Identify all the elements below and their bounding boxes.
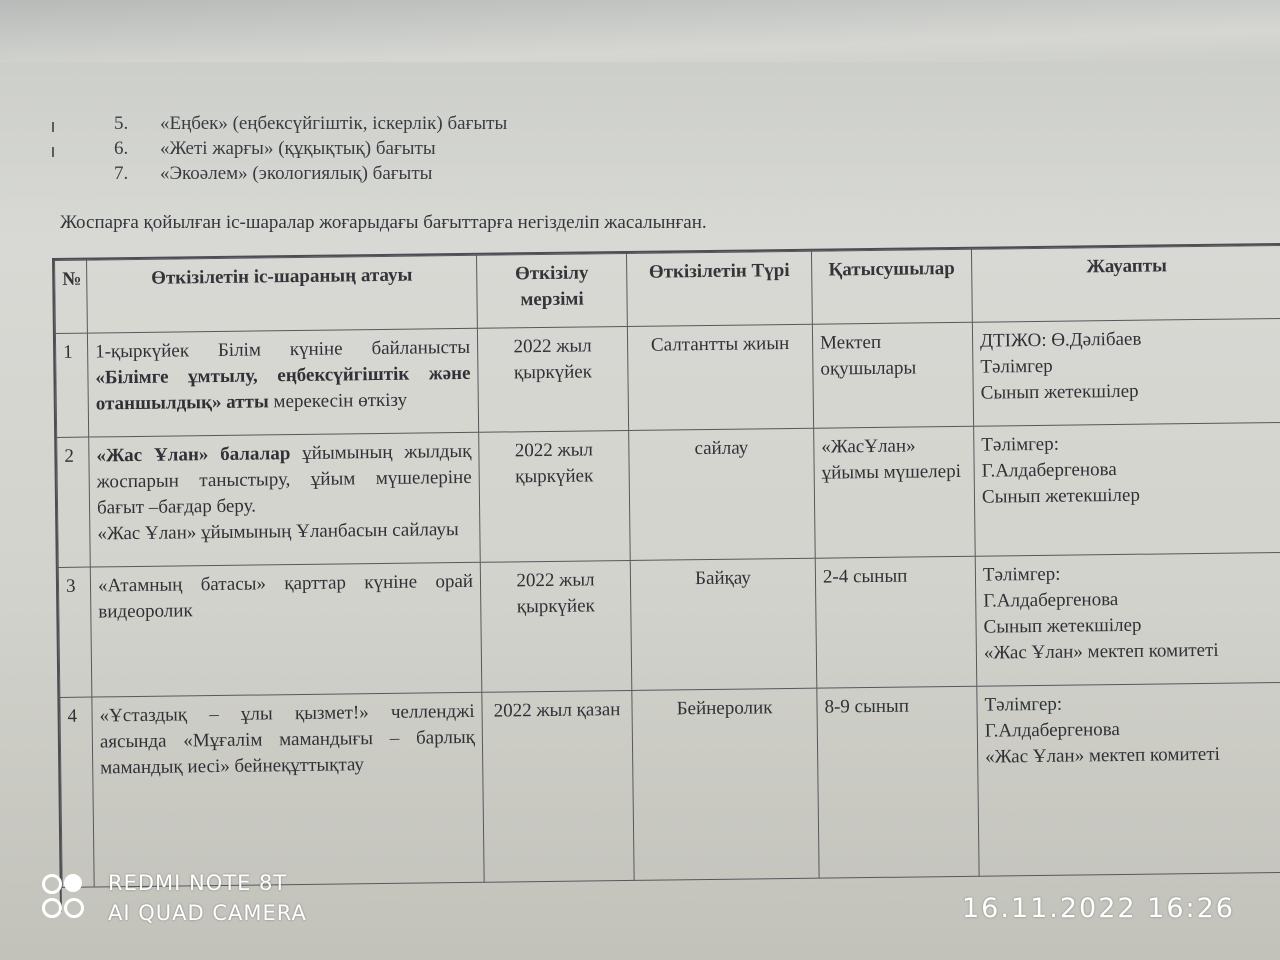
list-item-number: 6.	[114, 138, 129, 159]
cell-responsible	[972, 318, 1280, 426]
paper-fold-shadow	[0, 0, 1280, 62]
header-responsible: Жауапты	[971, 245, 1280, 322]
cell-type: Бейнеролик	[632, 688, 819, 880]
responsible-line: Сынып жетекшілер	[981, 484, 1141, 508]
responsible-line: Тәлімгер	[980, 355, 1053, 378]
name-text: «Жас Ұлан» ұйымының Ұланбасын сайлауы	[97, 519, 459, 545]
list-item	[0, 138, 700, 164]
name-text: 1-қыркүйек Білім күніне байланысты	[95, 336, 471, 363]
cell-type: сайлау	[629, 428, 816, 560]
cell-no: 1	[55, 333, 88, 437]
header-time: Өткізілу мерзімі	[476, 253, 627, 328]
cell-name	[89, 432, 481, 567]
cell-participants: «ЖасҰлан» ұйымы мүшелері	[814, 426, 976, 558]
watermark-model: REDMI NOTE 8T	[108, 871, 288, 895]
date-time-stamp: 16.11.2022 16:26	[962, 893, 1235, 924]
cell-time: 2022 жыл қыркүйек	[477, 326, 628, 432]
responsible-line: Сынып жетекшілер	[980, 380, 1139, 404]
cell-type: Салтантты жиын	[627, 324, 813, 430]
cell-responsible	[975, 552, 1280, 686]
cell-name	[87, 328, 478, 437]
responsible-line: Г.Алдабергенова	[981, 459, 1117, 482]
camera-watermark	[42, 868, 307, 928]
list-item-text: «Экоәлем» (экологиялық) бағыты	[160, 163, 433, 184]
header-participants: Қатысушылар	[811, 249, 972, 324]
responsible-line: Г.Алдабергенова	[984, 718, 1121, 742]
responsible-line: Г.Алдабергенова	[983, 588, 1119, 612]
cell-name: «Ұстаздық – ұлы қызмет!» челленджі аясында «Мұғалім мамандығы – барлық мамандық иесі» бейнеқұттықтау	[92, 692, 484, 887]
name-bold-text: «Білімге ұмтылу, еңбексүйгіштік және отаншылдық» атты	[95, 362, 471, 415]
cell-participants: Мектеп оқушылары	[812, 322, 973, 428]
table-row	[58, 552, 1280, 697]
camera-lens-icon	[42, 874, 90, 922]
list-item-number: 5.	[114, 113, 129, 134]
plan-table-frame	[52, 243, 1280, 912]
name-text: ұйымының жылдық жоспарын таныстыру, ұйым мүшелеріне бағыт –бағдар беру.	[96, 440, 472, 519]
header-no: №	[55, 260, 88, 333]
table-row	[55, 318, 1280, 437]
list-item-text: «Еңбек» (еңбексүйгіштік, іскерлік) бағыты	[160, 113, 508, 134]
responsible-line: «Жас Ұлан» мектеп комитеті	[983, 639, 1219, 664]
list-item	[0, 163, 700, 189]
table-row	[57, 422, 1280, 567]
responsible-line: Тәлімгер:	[984, 693, 1063, 716]
margin-mark	[52, 122, 54, 132]
cell-responsible	[977, 682, 1280, 876]
header-type: Өткізілетін Түрі	[626, 251, 812, 326]
cell-no: 4	[60, 697, 94, 887]
list-item-number: 7.	[114, 163, 129, 184]
responsible-line: Сынып жетекшілер	[983, 614, 1142, 638]
cell-participants: 2-4 сынып	[815, 556, 977, 688]
responsible-line: «Жас Ұлан» мектеп комитеті	[985, 743, 1221, 768]
list-item-text: «Жеті жарғы» (құқықтық) бағыты	[160, 138, 436, 159]
name-bold-text: «Жас Ұлан» балалар	[96, 443, 291, 467]
responsible-line: ДТІЖО: Ө.Дәлібаев	[979, 328, 1142, 352]
cell-no: 2	[57, 437, 91, 567]
cell-name: «Атамның батасы» қарттар күніне орай видеоролик	[90, 562, 482, 697]
margin-mark	[52, 147, 54, 157]
list-item	[0, 113, 700, 139]
table-row	[60, 682, 1280, 887]
cell-responsible	[974, 422, 1280, 556]
cell-participants: 8-9 сынып	[817, 686, 979, 878]
cell-no: 3	[58, 567, 92, 697]
cell-type: Байқау	[630, 558, 817, 690]
cell-time: 2022 жыл қыркүйек	[479, 430, 631, 562]
responsible-line: Тәлімгер:	[981, 433, 1060, 456]
watermark-camera: AI QUAD CAMERA	[108, 901, 307, 925]
responsible-line: Тәлімгер:	[982, 563, 1061, 586]
name-text: мерекесін өткізу	[268, 389, 408, 413]
cell-time: 2022 жыл қыркүйек	[480, 560, 632, 692]
plan-table	[54, 245, 1280, 888]
cell-time: 2022 жыл қазан	[482, 690, 634, 882]
watermark-text	[108, 868, 307, 928]
header-name: Өткізілетін іс-шараның атауы	[87, 255, 478, 333]
intro-paragraph: Жоспарға қойылған іс-шаралар жоғарыдағы бағыттарға негізделіп жасалынған.	[60, 212, 707, 233]
